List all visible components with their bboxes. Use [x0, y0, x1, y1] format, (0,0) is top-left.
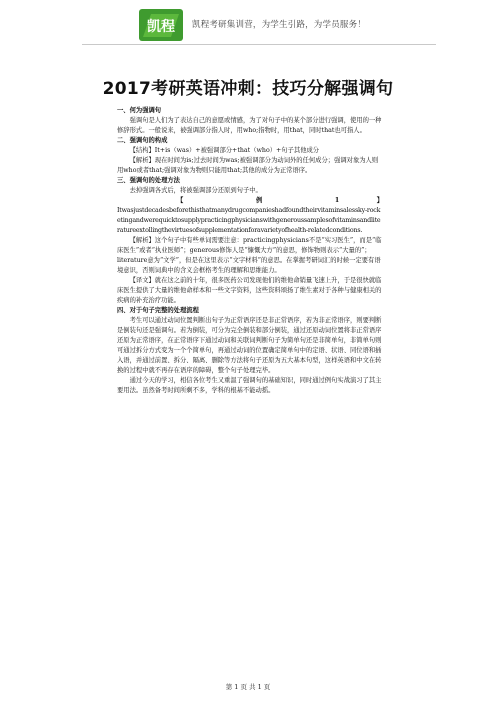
section-heading: 二、强调句的构成 [117, 137, 168, 144]
kaicheng-logo [138, 6, 184, 44]
translation-paragraph: 【译文】就在这之前的十年，很多医药公司发现他们的维他命销量飞速上升，于是很快就临床医生提供了大量的维他命样本和一些文字资料，这些资料颂扬了维生素对于各种与健康相关的疾病的补充治疗功能。 [117, 277, 382, 304]
header-tagline: 凯程考研集训营，为学生引路，为学员服务！ [192, 20, 367, 30]
example-sentence: Itwasjustdecadesbeforethisthatmanydrugcompanieshadfoundtheirvitaminsalessky-rocketingandwerequicktosupplypracticingphysicianswithgeneroussamplesofvitaminsandliteratureextollingthevirtuesofsupplementationforavarietyofhealth-relatedconditions. [117, 207, 381, 234]
page-title: 2017考研英语冲刺：技巧分解强调句 [102, 79, 394, 99]
bracket-left: 【 [177, 197, 219, 204]
bracket-right: 】 [376, 197, 384, 204]
example-word: 例 [255, 197, 298, 204]
paragraph: 通过今天的学习，相信各位考生又重温了强调句的基础知识，同时通过例句实战演习了其主要用法。虽然备考时间所剩不多，学科的根基不能动摇。 [117, 377, 382, 394]
header-divider [82, 44, 436, 45]
paragraph: 强调句是人们为了表达自己的意愿或情感，为了对句子中的某个部分进行强调，使用的一种修辞形式。一般说来，被强调部分指人时，用who;指物时，用that，同时that也可指人。 [117, 117, 382, 134]
section-heading: 三、强调句的处理方法 [117, 177, 180, 184]
paragraph: 考生可以通过动词位置判断出句子为正常语序还是非正常语序，若为非正常语序，则要判断是倒装句还是强调句。若为倒装，可分为完全倒装和部分倒装，通过还原动词位置将非正常语序还原为正常语序，在正常语序下通过动词和关联词判断句子为简单句还是非简单句，非简单句则可通过拆分方式变为一个个简单句，再通过动词的位置确定简单句中的定语、状语、同位语和插入语，并通过前置、拆分、隔离、删除等方法将句子还原为五大基本句型，这样英语和中文在转换的过程中就不再存在语序的障碍，整个句子处理完毕。 [117, 317, 382, 374]
example-number: 1 [334, 197, 340, 204]
section-heading: 四、对于句子完整的处理流程 [117, 307, 199, 314]
paragraph: 去掉强调各式后，将被强调部分还原到句子中。 [129, 187, 262, 194]
structure-line: 【结构】It+is（was）+被强调部分+that（who）+句子其他成分 [129, 147, 320, 154]
section-heading: 一、何为强调句 [117, 107, 162, 114]
document-body [117, 106, 383, 396]
page-number: 第 1 页 共 1 页 [225, 683, 271, 691]
page-header [0, 0, 496, 70]
logo-text: 凯程 [147, 19, 175, 35]
analysis-paragraph: 【解析】这个句子中有些单词需要注意：practicingphysicians不是“实习医生”，而是“临床医生”或者“执业医师”；generous修饰人是“慷慨大方”的意思，修饰物则表示“大量的”；literature意为“文学”，但是在这里表示“文字材料”的意思。在掌握考研词汇的时候一定要有语境意识，否则词典中的含义会框格考生的理解和思维能力。 [117, 237, 382, 274]
paragraph: 【解析】现在时间为is;过去时间为was;被强调部分为动词外的任何成分；强调对象为人则用who或者that;强调对象为物则只能用that;其他的成分为正常语序。 [117, 157, 379, 174]
example-heading [177, 196, 383, 206]
